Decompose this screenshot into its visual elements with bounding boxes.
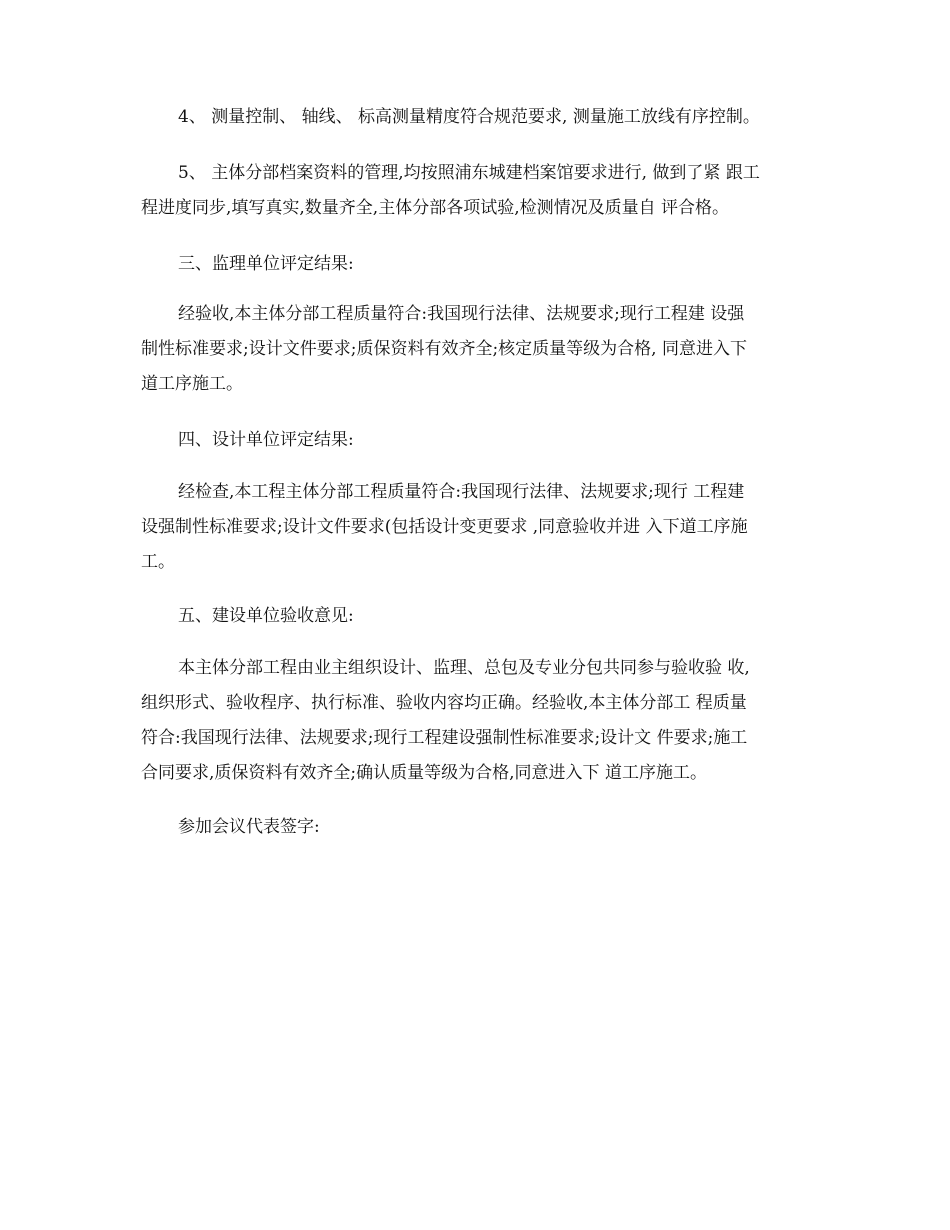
text-line: 工。 bbox=[141, 552, 175, 572]
text-line: 四、设计单位评定结果: bbox=[178, 430, 354, 450]
text-line: 参加会议代表签字: bbox=[178, 817, 320, 837]
paragraph-design-result bbox=[141, 475, 811, 580]
text-line: 4、 测量控制、 轴线、 标高测量精度符合规范要求, 测量施工放线有序控制。 bbox=[178, 107, 760, 127]
section-heading-supervision bbox=[141, 247, 811, 282]
text-line: 道工序施工。 bbox=[141, 374, 243, 394]
paragraph-measurement-control bbox=[141, 100, 811, 135]
text-line: 设强制性标准要求;设计文件要求(包括设计变更要求 ,同意验收并进 入下道工序施 bbox=[141, 517, 748, 537]
text-line: 本主体分部工程由业主组织设计、监理、总包及专业分包共同参与验收验 收, bbox=[178, 658, 750, 678]
text-line: 合同要求,质保资料有效齐全;确认质量等级为合格,同意进入下 道工序施工。 bbox=[141, 763, 707, 783]
text-line: 5、 主体分部档案资料的管理,均按照浦东城建档案馆要求进行, 做到了紧 跟工 bbox=[178, 163, 760, 183]
text-line: 组织形式、验收程序、执行标准、验收内容均正确。经验收,本主体分部工 程质量 bbox=[141, 693, 747, 713]
paragraph-archive-management bbox=[141, 156, 811, 226]
text-line: 三、监理单位评定结果: bbox=[178, 254, 354, 274]
paragraph-supervision-result bbox=[141, 297, 811, 402]
text-line: 五、建设单位验收意见: bbox=[178, 606, 354, 626]
paragraph-owner-opinion bbox=[141, 651, 811, 791]
signature-label bbox=[141, 810, 811, 845]
text-line: 经检查,本工程主体分部工程质量符合:我国现行法律、法规要求;现行 工程建 bbox=[178, 482, 745, 502]
section-heading-owner bbox=[141, 599, 811, 634]
text-line: 程进度同步,填写真实,数量齐全,主体分部各项试验,检测情况及质量自 评合格。 bbox=[141, 198, 730, 218]
text-line: 经验收,本主体分部工程质量符合:我国现行法律、法规要求;现行工程建 设强 bbox=[178, 304, 745, 324]
section-heading-design bbox=[141, 423, 811, 458]
text-line: 符合:我国现行法律、法规要求;现行工程建设强制性标准要求;设计文 件要求;施工 bbox=[141, 728, 748, 748]
text-line: 制性标准要求;设计文件要求;质保资料有效齐全;核定质量等级为合格, 同意进入下 bbox=[141, 339, 747, 359]
